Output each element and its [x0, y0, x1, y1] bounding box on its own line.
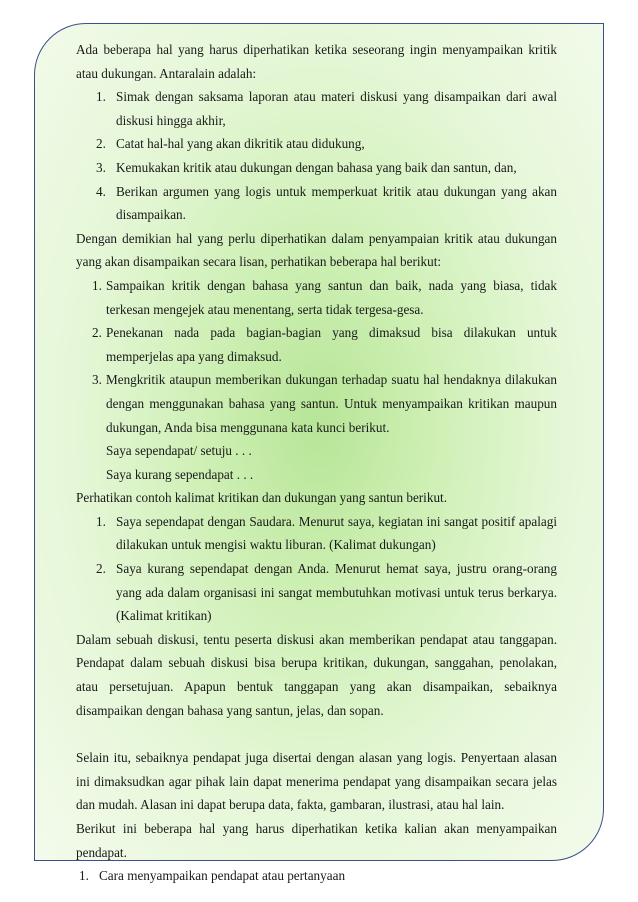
oral-delivery-list — [76, 274, 557, 439]
list-item: 3. Mengkritik ataupun memberikan dukungan terhadap suatu hal hendaknya dilakukan dengan menggunakan bahasa yang santun. Untuk menyampaikan kritikan maupun dukungan, Anda bisa menggunana kata kunci berikut. — [92, 372, 557, 435]
discussion-paragraph: Dalam sebuah diskusi, tentu peserta diskusi akan memberikan pendapat atau tanggapan. Pendapat dalam sebuah diskusi bisa berupa kritikan, dukungan, sanggahan, penolakan, atau persetujuan. Apapun bentuk tanggapan yang akan disampaikan, sebaiknya disampaikan dengan bahasa yang santun, jelas, dan sopan. — [76, 631, 557, 718]
keyword-disagree: Saya kurang sependapat . . . — [106, 466, 254, 482]
list-item: 1. Saya sependapat dengan Saudara. Menurut saya, kegiatan ini sangat positif apalagi dilakukan untuk mengisi waktu liburan. (Kalimat dukungan) — [96, 513, 557, 553]
reasons-paragraph: Selain itu, sebaiknya pendapat juga disertai dengan alasan yang logis. Penyertaan alasan ini dimaksudkan agar pihak lain dapat menerima pendapat yang disampaikan secara jelas dan mudah. Alasan ini dapat berupa data, fakta, gambaran, ilustrasi, atau hal lain. — [76, 750, 557, 813]
keyword-agree: Saya sependapat/ setuju . . . — [106, 443, 252, 459]
list-item: 1. Sampaikan kritik dengan bahasa yang santun dan baik, nada yang biasa, tidak terkesan mengejek atau menentang, serta tidak tergesa-gesa. — [92, 277, 557, 317]
criticism-tips-list — [76, 85, 557, 227]
list-item: 3. Kemukakan kritik atau dukungan dengan bahasa yang baik dan santun, dan, — [96, 159, 517, 175]
list-item: 2. Saya kurang sependapat dengan Anda. Menurut hemat saya, justru orang-orang yang ada dalam organisasi ini sangat membutuhkan motivasi untuk terus berkarya. (Kalimat kritikan) — [96, 561, 557, 624]
list-item: 2. Penekanan nada pada bagian-bagian yang dimaksud bisa dilakukan untuk memperjelas apa yang dimaksud. — [92, 325, 557, 364]
intro-paragraph: Ada beberapa hal yang harus diperhatikan ketika seseorang ingin menyampaikan kritik atau dukungan. Antaralain adalah: — [76, 42, 557, 81]
paragraph-gap — [76, 722, 557, 746]
list-item: 2. Catat hal-hal yang akan dikritik atau didukung, — [96, 136, 365, 152]
list-item: 1. Cara menyampaikan pendapat atau pertanyaan — [79, 868, 346, 884]
opinion-tips-list — [76, 864, 557, 888]
example-sentences-list — [76, 510, 557, 628]
opinion-intro-paragraph: Berikut ini beberapa hal yang harus diperhatikan ketika kalian akan menyampaikan pendapat. — [76, 821, 557, 860]
document-body — [76, 38, 557, 888]
list-item: 1. Simak dengan saksama laporan atau materi diskusi yang disampaikan dari awal diskusi hingga akhir, — [96, 89, 557, 128]
examples-paragraph: Perhatikan contoh kalimat kritikan dan dukungan yang santun berikut. — [76, 490, 447, 506]
list-item: 4. Berikan argumen yang logis untuk memperkuat kritik atau dukungan yang akan disampaikan. — [96, 183, 557, 223]
delivery-paragraph: Dengan demikian hal yang perlu diperhatikan dalam penyampaian kritik atau dukungan yang akan disampaikan secara lisan, perhatikan beberapa hal berikut: — [76, 230, 557, 270]
